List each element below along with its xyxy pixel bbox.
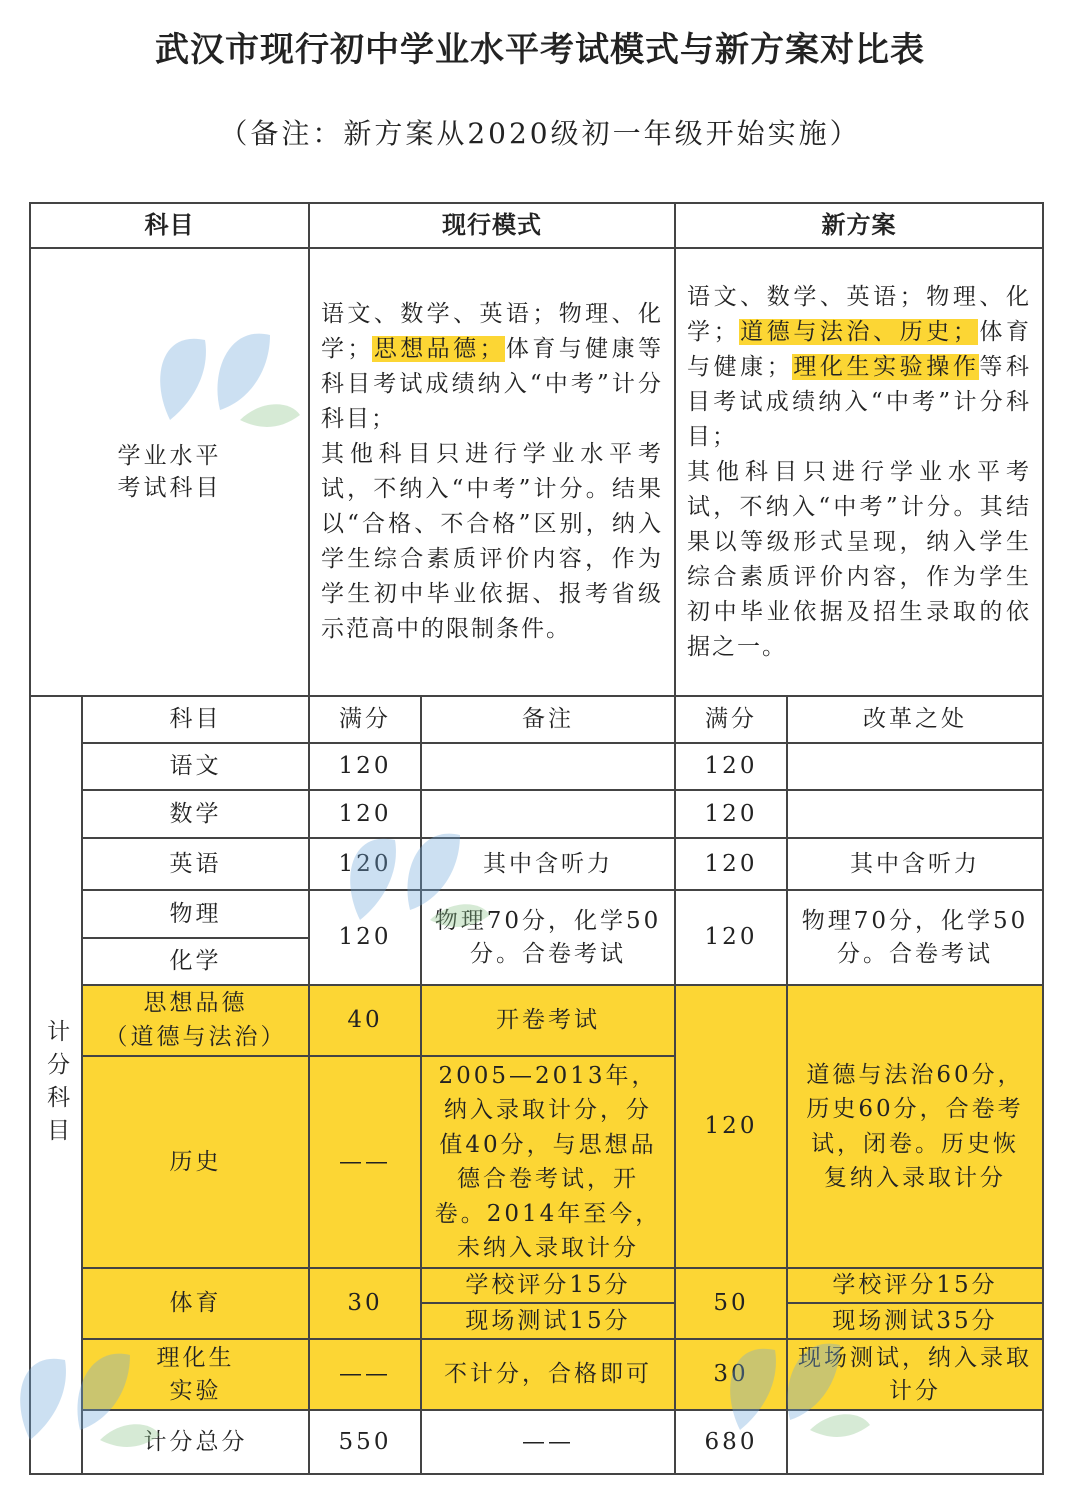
col-remark: 备注 — [522, 706, 574, 733]
row-math-full2: 120 — [704, 800, 758, 827]
col-reform: 改革之处 — [863, 706, 967, 733]
row-english-full1: 120 — [338, 850, 392, 877]
table-line — [787, 1302, 1043, 1304]
row-ideohist-reform: 道德与法治60分，历史60分，合卷考试，闭卷。历史恢复纳入录取计分 — [806, 1061, 1024, 1191]
current-p1-b: 体育与健康等科目考试成绩纳入“中考”计分科目； — [321, 336, 664, 432]
row-math-subject: 数学 — [169, 800, 222, 827]
row-pe-full2: 50 — [713, 1290, 749, 1317]
row-ideohist-full2: 120 — [704, 1113, 758, 1140]
table-line — [82, 837, 1044, 839]
table-line — [421, 1302, 675, 1304]
row-physchem-full1: 120 — [338, 924, 392, 951]
row-ideology-remark: 开卷考试 — [496, 1007, 600, 1034]
table-line — [82, 889, 1044, 891]
new-p1-a: 语文、数学、英语；物理、化学； — [687, 283, 1031, 345]
table-border-right — [1042, 202, 1044, 1475]
row-pe-remark-a: 学校评分15分 — [465, 1272, 631, 1299]
row-pe-subject: 体育 — [169, 1290, 222, 1317]
table-line — [786, 695, 788, 1475]
table-border-bottom — [30, 1473, 1044, 1475]
header-current: 现行模式 — [442, 210, 542, 239]
table-line — [81, 695, 83, 1475]
row-history-remark: 2005—2013年，纳入录取计分，分值40分，与思想品德合卷考试，开卷。2014年至今，未纳入录取计分 — [434, 1062, 662, 1261]
new-p1-highlight-1: 道德与法治、历史； — [738, 318, 978, 345]
header-subject: 科目 — [144, 210, 195, 239]
exam-subjects-label: 学业水平 考试科目 — [117, 442, 222, 501]
row-total-subject: 计分总分 — [143, 1428, 248, 1455]
new-p1-c: 等科目考试成绩纳入“中考”计分科目； — [687, 353, 1032, 450]
col-subject: 科目 — [169, 706, 222, 733]
row-ideology-full1: 40 — [347, 1007, 383, 1034]
row-total-full1: 550 — [338, 1428, 392, 1455]
table-line — [82, 1338, 1044, 1340]
row-math-full1: 120 — [338, 800, 392, 827]
row-chemistry-subject: 化学 — [169, 948, 222, 975]
table-line — [82, 1409, 1044, 1411]
row-chinese-full2: 120 — [704, 753, 758, 780]
row-physics-subject: 物理 — [169, 900, 222, 927]
row-english-reform: 其中含听力 — [850, 850, 980, 877]
row-pe-reform-b: 现场测试35分 — [832, 1307, 998, 1334]
table-line — [82, 984, 1044, 986]
page-title: 武汉市现行初中学业水平考试模式与新方案对比表 — [155, 30, 925, 70]
row-pe-remark-b: 现场测试15分 — [465, 1307, 631, 1334]
table-border-top — [30, 202, 1044, 204]
col-full-new: 满分 — [705, 706, 757, 733]
current-p1-a: 语文、数学、英语；物理、化学； — [321, 301, 663, 362]
page-note: （备注：新方案从2020级初一年级开始实施） — [219, 117, 861, 150]
new-plan-text — [675, 248, 1043, 696]
row-pe-reform-a: 学校评分15分 — [832, 1272, 998, 1299]
row-total-remark: —— — [522, 1428, 574, 1455]
header-new: 新方案 — [821, 210, 897, 239]
row-chinese-subject: 语文 — [169, 753, 222, 780]
table-line — [674, 202, 676, 1475]
current-mode-text — [309, 248, 675, 696]
table-line — [82, 937, 309, 939]
row-physchem-reform: 物理70分，化学50分。合卷考试 — [801, 908, 1029, 967]
score-subjects-label: 计分科目 — [43, 1019, 70, 1151]
row-lab-full2: 30 — [713, 1361, 749, 1388]
row-chinese-full1: 120 — [338, 753, 392, 780]
row-physchem-full2: 120 — [704, 924, 758, 951]
row-english-subject: 英语 — [169, 850, 222, 877]
row-history-subject: 历史 — [169, 1148, 222, 1175]
current-p1-highlight: 思想品德； — [372, 336, 505, 362]
row-history-full1: —— — [339, 1148, 391, 1175]
row-lab-remark: 不计分，合格即可 — [444, 1361, 652, 1388]
table-border-left — [29, 202, 31, 1475]
row-pe-full1: 30 — [347, 1290, 383, 1317]
row-lab-reform: 现场测试，纳入录取计分 — [798, 1345, 1032, 1404]
new-p1-highlight-2: 理化生实验操作 — [791, 353, 980, 380]
table-line — [82, 1267, 1044, 1269]
table-line — [82, 742, 1044, 744]
col-full-current: 满分 — [339, 706, 391, 733]
row-ideology-subject: 思想品德 （道德与法治） — [104, 990, 287, 1050]
row-physchem-remark: 物理70分，化学50分。合卷考试 — [434, 908, 662, 967]
row-lab-full1: —— — [339, 1361, 391, 1388]
row-english-full2: 120 — [704, 850, 758, 877]
table-line — [420, 695, 422, 1475]
row-english-remark: 其中含听力 — [483, 850, 613, 877]
new-p2: 其他科目只进行学业水平考试，不纳入“中考”计分。其结果以等级形式呈现，纳入学生综合素质评价内容，作为学生初中毕业依据及招生录取的依据之一。 — [687, 458, 1031, 660]
table-line — [82, 1055, 675, 1057]
table-line — [308, 202, 310, 1475]
row-lab-subject: 理化生 实验 — [156, 1345, 235, 1404]
current-p2: 其他科目只进行学业水平考试，不纳入“中考”计分。结果以“合格、不合格”区别，纳入学生综合素质评价内容，作为学生初中毕业依据、报考省级示范高中的限制条件。 — [321, 441, 663, 642]
new-p1-b: 体育与健康； — [687, 318, 1032, 380]
table-line — [82, 789, 1044, 791]
row-total-full2: 680 — [704, 1428, 758, 1455]
table-line — [30, 695, 1044, 697]
table-line — [30, 247, 1044, 249]
